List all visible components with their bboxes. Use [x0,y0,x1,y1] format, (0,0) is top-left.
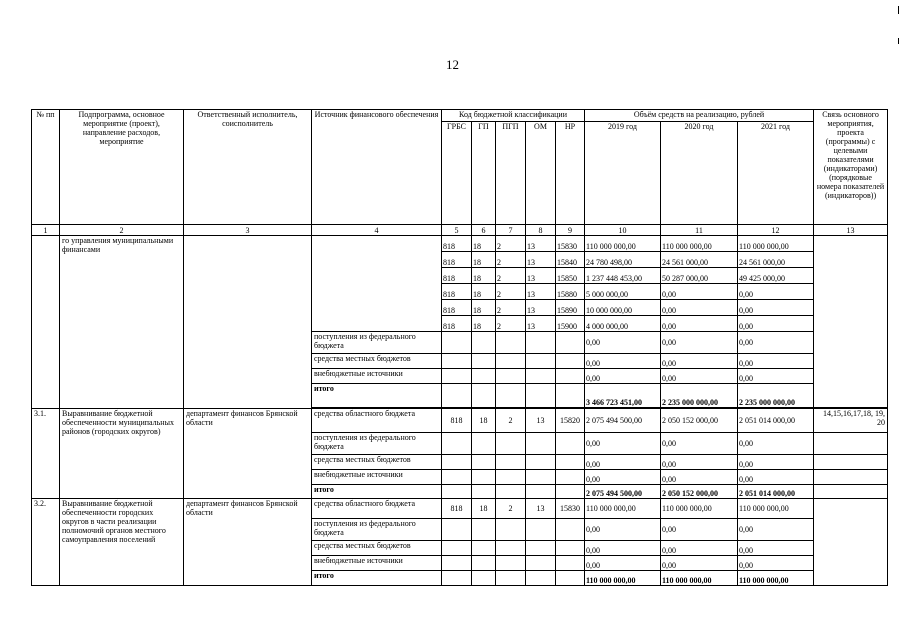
cell-empty [442,384,472,408]
cell-2021: 0,00 [738,556,814,571]
cell-2019: 0,00 [585,556,661,571]
cell-gp: 18 [472,499,496,519]
header-link: Связь основного мероприятия, проекта (программы) с целевыми показателями (индикаторами) (порядковые номера показателей (индикаторов)) [814,110,888,225]
cell-om: 13 [526,409,556,433]
cell-empty [814,470,888,485]
cell-2020: 50 287 000,00 [661,268,738,284]
cell-empty [556,369,585,384]
cell-grbs: 818 [442,252,472,268]
header-np: НР [556,122,585,225]
cell-gp: 18 [472,268,496,284]
cell-gp: 18 [472,252,496,268]
page-number: 12 [446,57,459,72]
col-number: 8 [526,225,556,236]
cell-source: поступления из федерального бюджета [312,519,442,541]
cell-source: поступления из федерального бюджета [312,332,442,354]
cell-2020: 0,00 [661,369,738,384]
cell-2021: 2 235 000 000,00 [738,384,814,408]
cell-empty [556,384,585,408]
cell-grbs: 818 [442,236,472,252]
header-no: № пп [32,110,60,225]
header-volume: Объём средств на реализацию, рублей [585,110,814,122]
cell-2019: 1 237 448 453,00 [585,268,661,284]
cell-executor [184,236,312,409]
cell-empty [442,485,472,499]
cell-2021: 24 561 000,00 [738,252,814,268]
cell-empty [556,332,585,354]
cell-2019: 2 075 494 500,00 [585,485,661,499]
col-number: 3 [184,225,312,236]
cell-empty [496,332,526,354]
cell-om: 13 [526,284,556,300]
cell-2019: 0,00 [585,455,661,470]
col-number: 9 [556,225,585,236]
cell-pgp: 2 [496,252,526,268]
cell-2021: 0,00 [738,284,814,300]
cell-source: средства местных бюджетов [312,541,442,556]
cell-empty [814,485,888,499]
cell-gp: 18 [472,316,496,332]
cell-empty [814,455,888,470]
cell-2019: 0,00 [585,369,661,384]
cell-np: 15850 [556,268,585,284]
cell-2019: 0,00 [585,519,661,541]
cell-2021: 2 051 014 000,00 [738,485,814,499]
cell-pgp: 2 [496,300,526,316]
cell-2020: 0,00 [661,556,738,571]
cell-empty [496,433,526,455]
header-budget-code: Код бюджетной классификации [442,110,585,122]
cell-pgp: 2 [496,316,526,332]
cell-empty [526,571,556,586]
cell-empty [496,354,526,369]
cell-2021: 0,00 [738,369,814,384]
cell-2021: 49 425 000,00 [738,268,814,284]
cell-empty [442,519,472,541]
cell-empty [556,519,585,541]
cell-2020: 2 050 152 000,00 [661,485,738,499]
col-number: 1 [32,225,60,236]
header-subprogram: Подпрограмма, основное мероприятие (проект), направление расходов, мероприятие [60,110,184,225]
cell-om: 13 [526,300,556,316]
cell-pgp: 2 [496,236,526,252]
cell-empty [526,369,556,384]
cell-np: 15880 [556,284,585,300]
cell-link: 14,15,16,17,18, 19, 20 [814,409,888,433]
table-row [32,409,888,433]
table-row [32,499,888,519]
cell-pgp: 2 [496,268,526,284]
cell-2021: 0,00 [738,519,814,541]
cell-2021: 0,00 [738,470,814,485]
cell-2019: 4 000 000,00 [585,316,661,332]
cell-empty [814,433,888,455]
cell-2021: 110 000 000,00 [738,571,814,586]
cell-2020: 0,00 [661,541,738,556]
cell-empty [442,470,472,485]
cell-2019: 5 000 000,00 [585,284,661,300]
cell-np: 15840 [556,252,585,268]
cell-2020: 0,00 [661,354,738,369]
cell-empty [472,485,496,499]
cell-empty [496,519,526,541]
cell-2021: 2 051 014 000,00 [738,409,814,433]
header-executor: Ответственный исполнитель, соисполнитель [184,110,312,225]
cell-subprogram: го управления муниципальными финансами [60,236,184,409]
col-number: 10 [585,225,661,236]
header-row [32,110,888,122]
cell-empty [442,369,472,384]
cell-2021: 0,00 [738,541,814,556]
cell-2021: 110 000 000,00 [738,236,814,252]
cell-empty [496,384,526,408]
cell-empty [496,455,526,470]
cell-empty [496,541,526,556]
cell-om: 13 [526,252,556,268]
col-number: 5 [442,225,472,236]
header-om: ОМ [526,122,556,225]
cell-2020: 0,00 [661,300,738,316]
cell-source [312,236,442,332]
scan-edge-mark [898,6,899,14]
cell-empty [556,485,585,499]
cell-2019: 0,00 [585,541,661,556]
cell-empty [556,354,585,369]
cell-source: средства областного бюджета [312,409,442,433]
cell-empty [496,470,526,485]
cell-2019: 24 780 498,00 [585,252,661,268]
cell-2019: 3 466 723 451,00 [585,384,661,408]
cell-empty [472,433,496,455]
cell-empty [496,556,526,571]
header-2019: 2019 год [585,122,661,225]
cell-link [814,236,888,408]
cell-grbs: 818 [442,409,472,433]
cell-pgp: 2 [496,499,526,519]
cell-2020: 0,00 [661,470,738,485]
cell-source: средства местных бюджетов [312,455,442,470]
cell-2020: 0,00 [661,284,738,300]
cell-empty [496,571,526,586]
cell-2019: 0,00 [585,470,661,485]
cell-empty [556,571,585,586]
cell-empty [472,369,496,384]
cell-empty [526,384,556,408]
col-number: 2 [60,225,184,236]
cell-empty [442,556,472,571]
cell-empty [526,541,556,556]
cell-source: поступления из федерального бюджета [312,433,442,455]
cell-grbs: 818 [442,284,472,300]
cell-empty [472,556,496,571]
cell-empty [442,433,472,455]
cell-executor: департамент финансов Брянской области [184,409,312,499]
cell-om: 13 [526,268,556,284]
cell-empty [472,470,496,485]
cell-empty [526,332,556,354]
cell-2019: 10 000 000,00 [585,300,661,316]
cell-empty [556,541,585,556]
cell-2021: 0,00 [738,332,814,354]
cell-np: 15820 [556,409,585,433]
cell-source: итого [312,485,442,499]
cell-2020: 2 235 000 000,00 [661,384,738,408]
cell-np: 15890 [556,300,585,316]
table-row [32,236,888,252]
cell-empty [526,485,556,499]
header-source: Источник финансового обеспечения [312,110,442,225]
cell-2020: 2 050 152 000,00 [661,409,738,433]
cell-2019: 110 000 000,00 [585,236,661,252]
cell-no [32,236,60,409]
col-number: 7 [496,225,526,236]
col-number: 11 [661,225,738,236]
cell-source: внебюджетные источники [312,369,442,384]
header-2020: 2020 год [661,122,738,225]
cell-empty [442,455,472,470]
cell-empty [442,354,472,369]
cell-empty [472,541,496,556]
cell-2020: 110 000 000,00 [661,236,738,252]
cell-empty [526,455,556,470]
cell-source: итого [312,384,442,408]
cell-empty [442,332,472,354]
col-number: 13 [814,225,888,236]
cell-om: 13 [526,316,556,332]
cell-2020: 0,00 [661,433,738,455]
cell-source: внебюджетные источники [312,470,442,485]
cell-grbs: 818 [442,499,472,519]
cell-om: 13 [526,236,556,252]
cell-2021: 0,00 [738,354,814,369]
cell-2020: 0,00 [661,332,738,354]
cell-source: итого [312,571,442,586]
cell-source: средства местных бюджетов [312,354,442,369]
cell-subprogram: Выравнивание бюджетной обеспеченности городских округов в части реализации полномочий органов местного самоуправления поселений [60,499,184,586]
cell-2019: 110 000 000,00 [585,571,661,586]
cell-np: 15900 [556,316,585,332]
cell-2019: 2 075 494 500,00 [585,409,661,433]
cell-2019: 110 000 000,00 [585,499,661,519]
cell-empty [556,470,585,485]
header-grbs: ГРБС [442,122,472,225]
cell-empty [472,332,496,354]
cell-link [814,499,888,586]
cell-subprogram: Выравнивание бюджетной обеспеченности муниципальных районов (городских округов) [60,409,184,499]
cell-pgp: 2 [496,409,526,433]
cell-empty [526,354,556,369]
scan-edge-mark [898,38,899,44]
cell-empty [526,433,556,455]
cell-2021: 0,00 [738,433,814,455]
cell-grbs: 818 [442,300,472,316]
cell-empty [556,455,585,470]
cell-empty [472,571,496,586]
cell-np: 15830 [556,499,585,519]
cell-2021: 110 000 000,00 [738,499,814,519]
cell-empty [472,455,496,470]
cell-2019: 0,00 [585,433,661,455]
cell-source: внебюджетные источники [312,556,442,571]
cell-2020: 0,00 [661,519,738,541]
cell-empty [442,541,472,556]
cell-empty [526,556,556,571]
header-pgp: ПГП [496,122,526,225]
cell-grbs: 818 [442,316,472,332]
cell-gp: 18 [472,409,496,433]
cell-executor: департамент финансов Брянской области [184,499,312,586]
cell-empty [526,519,556,541]
cell-no: 3.2. [32,499,60,586]
cell-2020: 0,00 [661,316,738,332]
cell-np: 15830 [556,236,585,252]
cell-2020: 0,00 [661,455,738,470]
budget-table [31,109,888,586]
cell-empty [472,519,496,541]
cell-empty [496,369,526,384]
cell-om: 13 [526,499,556,519]
header-gp: ГП [472,122,496,225]
cell-gp: 18 [472,300,496,316]
cell-2019: 0,00 [585,354,661,369]
cell-no: 3.1. [32,409,60,499]
cell-empty [556,556,585,571]
cell-empty [472,354,496,369]
cell-source: средства областного бюджета [312,499,442,519]
cell-empty [556,433,585,455]
cell-2021: 0,00 [738,300,814,316]
cell-empty [442,571,472,586]
cell-pgp: 2 [496,284,526,300]
col-number: 12 [738,225,814,236]
cell-empty [472,384,496,408]
cell-grbs: 818 [442,268,472,284]
cell-2021: 0,00 [738,455,814,470]
cell-2020: 24 561 000,00 [661,252,738,268]
col-number: 4 [312,225,442,236]
col-number: 6 [472,225,496,236]
cell-2020: 110 000 000,00 [661,499,738,519]
header-2021: 2021 год [738,122,814,225]
cell-2019: 0,00 [585,332,661,354]
cell-empty [496,485,526,499]
cell-gp: 18 [472,284,496,300]
cell-gp: 18 [472,236,496,252]
cell-2021: 0,00 [738,316,814,332]
column-number-row [32,225,888,236]
cell-2020: 110 000 000,00 [661,571,738,586]
cell-empty [526,470,556,485]
